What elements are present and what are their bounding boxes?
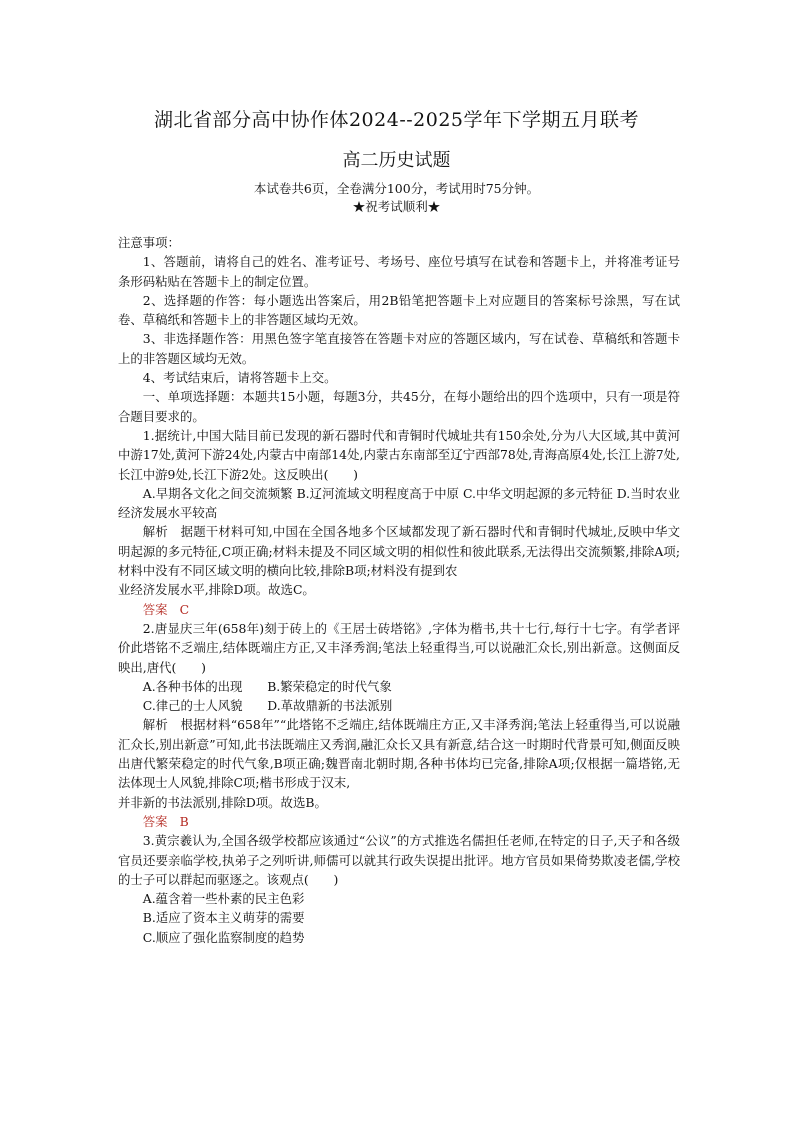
section-intro: 一、单项选择题：本题共15小题，每题3分，共45分，在每小题给出的四个选项中，只有一项是符合题目要求的。 — [118, 389, 680, 424]
answer-value: C — [179, 601, 190, 617]
answer-label: 答案 — [142, 601, 168, 617]
question-3-stem: 3.黄宗羲认为,全国各级学校都应该通过“公议”的方式推选名儒担任老师,在特定的日子,天子和各级官员还要亲临学校,执弟子之列听讲,师儒可以就其行政失误提出批评。地方官员如果倚势欺凌老儒,学校的士子可以群起而驱逐之。该观点( ) — [118, 833, 680, 887]
question-2-analysis-cont: 并非新的书法派别,排除D项。故选B。 — [118, 794, 327, 810]
question-3-option-b: B.适应了资本主义萌芽的需要 — [142, 910, 305, 926]
answer-value: B — [179, 813, 189, 829]
question-2-options-row-2: C.律己的士人风貌 D.革故鼎新的书法派别 — [142, 698, 393, 714]
question-3-option-c: C.顺应了强化监察制度的趋势 — [142, 929, 305, 945]
question-1-analysis: 解析 据题干材料可知,中国在全国各地多个区域都发现了新石器时代和青铜时代城址,反映中华文明起源的多元特征,C项正确;材料未提及不同区域文明的相似性和彼此联系,无法得出交流频繁,排除A项;材料中没有不同区域文明的横向比较,排除B项;材料没有提到农 — [118, 524, 680, 579]
good-luck-line: ★祝考试顺利★ — [352, 199, 441, 214]
question-2-analysis: 解析 根据材料“658年”“此塔铭不乏端庄,结体既端庄方正,又丰泽秀润;笔法上轻重得当,可以说融汇众长,别出新意”可知,此书法既端庄又秀润,融汇众长又具有新意,结合这一时期时代背景可知,侧面反映出唐代繁荣稳定的时代气象,B项正确;魏晋南北朝时期,各种书体均已完备,排除A项;仅根据一篇塔铭,无法体现士人风貌,排除C项;楷书形成于汉末, — [118, 717, 680, 791]
question-1-stem: 1.据统计,中国大陆目前已发现的新石器时代和青铜时代城址共有150余处,分为八大区域,其中黄河中游17处,黄河下游24处,内蒙古中南部14处,内蒙古东南部至辽宁西部78处,青海高原4处,长江上游7处,长江中游9处,长江下游2处。这反映出( ) — [118, 427, 680, 482]
exam-info: 本试卷共6页，全卷满分100分，考试用时75分钟。 — [253, 181, 540, 196]
document-body — [118, 233, 680, 947]
question-2-answer — [118, 812, 680, 831]
page-subtitle: 高二历史试题 — [342, 150, 451, 171]
note-item: 4、考试结束后，请将答题卡上交。 — [142, 370, 337, 386]
page-title: 湖北省部分高中协作体2024--2025学年下学期五月联考 — [153, 109, 640, 131]
question-1-analysis-cont: 业经济发展水平,排除D项。故选C。 — [118, 582, 315, 598]
notes-heading: 注意事项： — [118, 235, 180, 250]
question-1-options: A.早期各文化之间交流频繁 B.辽河流域文明程度高于中原 C.中华文明起源的多元特征 D.当时农业经济发展水平较高 — [118, 485, 680, 521]
answer-label: 答案 — [142, 813, 168, 829]
note-item: 3、非选择题作答：用黑色签字笔直接答在答题卡对应的答题区域内，写在试卷、草稿纸和答题卡上的非答题区域均无效。 — [118, 331, 680, 366]
question-1-answer — [118, 600, 680, 619]
question-2-options-row-1: A.各种书体的出现 B.繁荣稳定的时代气象 — [142, 678, 392, 694]
question-2-stem: 2.唐显庆三年(658年)刻于砖上的《王居士砖塔铭》,字体为楷书,共十七行,每行十七字。有学者评价此塔铭不乏端庄,结体既端庄方正,又丰泽秀润;笔法上轻重得当,可以说融汇众长,别出新意。这侧面反映出,唐代( ) — [118, 620, 680, 675]
question-3-option-a: A.蕴含着一些朴素的民主色彩 — [142, 891, 305, 907]
note-item: 1、答题前，请将自己的姓名、准考证号、考场号、座位号填写在试卷和答题卡上，并将准考证号条形码粘贴在答题卡上的制定位置。 — [118, 254, 680, 289]
note-item: 2、选择题的作答：每小题选出答案后，用2B铅笔把答题卡上对应题目的答案标号涂黑，写在试卷、草稿纸和答题卡上的非答题区域均无效。 — [118, 292, 680, 328]
